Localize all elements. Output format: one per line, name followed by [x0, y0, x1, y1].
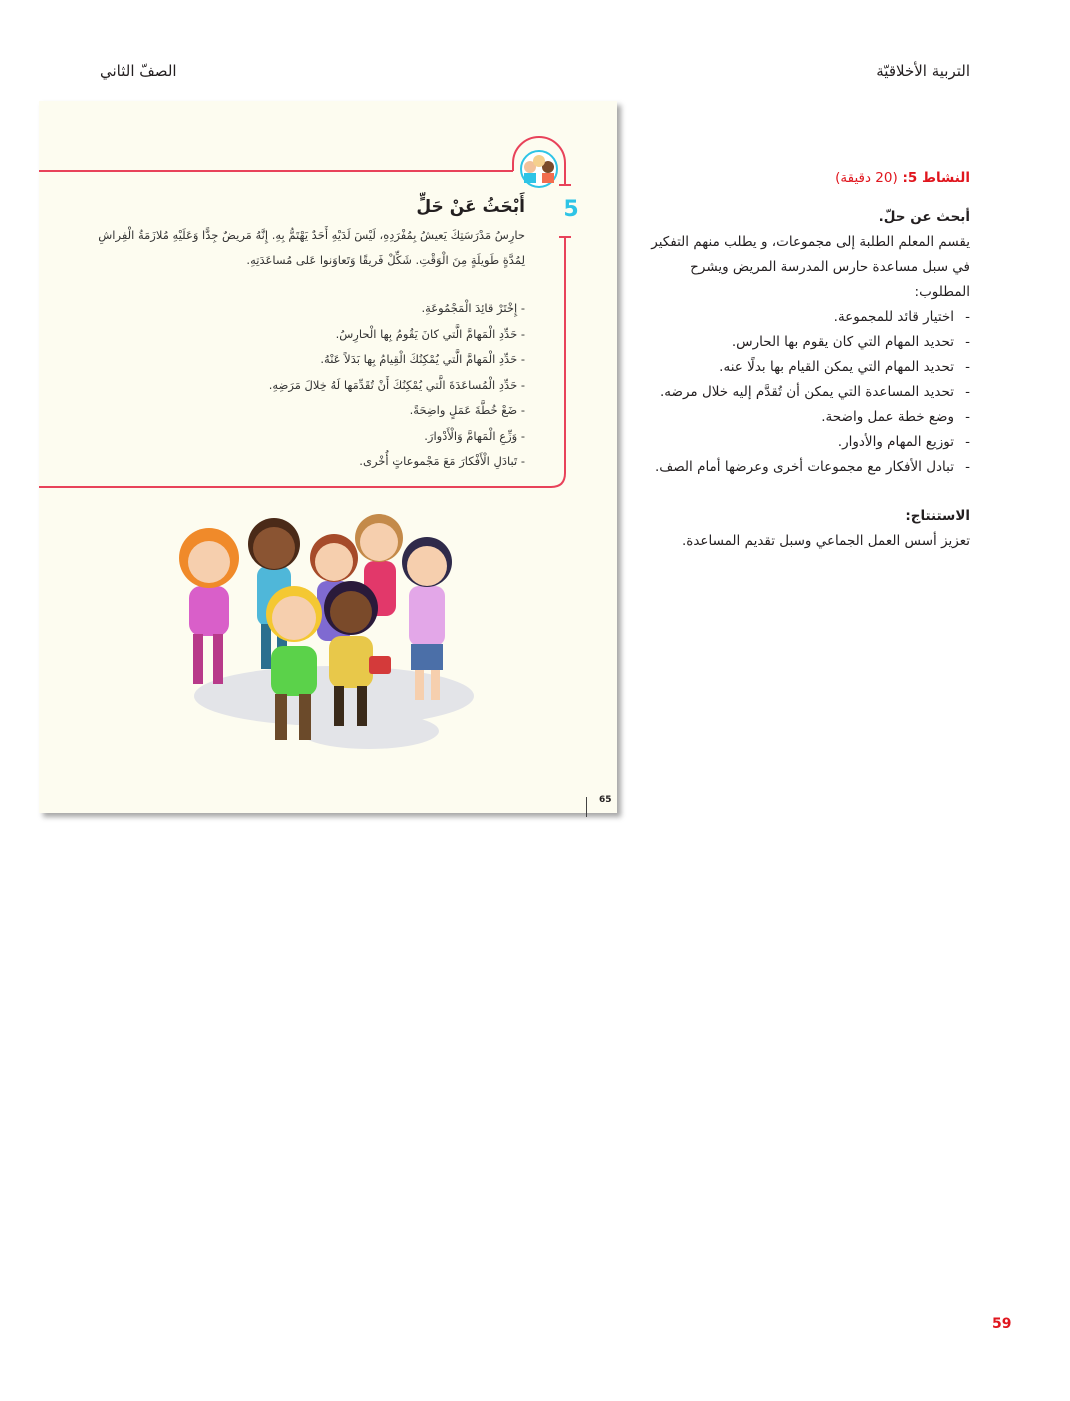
grade-header: الصفّ الثاني — [100, 62, 177, 80]
activity-label: النشاط 5: — [902, 170, 970, 186]
activity-subtitle: أبحث عن حلّ. — [878, 209, 970, 225]
list-item: - وضع خطة عمل واضحة. — [640, 405, 970, 430]
steps-list — [640, 305, 970, 480]
list-item: - وَزِّعِ الْمَهامَّ وَالْأَدْوارَ. — [269, 424, 525, 450]
story-line-1: حارِسُ مَدْرَسَتِكَ يَعيشُ بِمُفْرَدِهِ، لَيْسَ لَدَيْهِ أَحَدٌ يَهْتَمُّ بِهِ. إِنَّهُ مَريضٌ جِدًّا وَعَلَيْهِ مُلازَمَةُ الْفِراشِ — [98, 228, 525, 242]
page-number: 59 — [992, 1316, 1012, 1332]
list-item: - ضَعْ خُطَّةَ عَمَلٍ واضِحَةً. — [269, 398, 525, 424]
conclusion-text: تعزيز أسس العمل الجماعي وسبل تقديم المساعدة. — [681, 533, 970, 549]
activity-heading — [640, 166, 970, 191]
list-item: - تحديد المساعدة التي يمكن أن تُقدَّم إليه خلال مرضه. — [640, 380, 970, 405]
list-item: - إِخْتَرْ قائِدَ الْمَجْمُوعَةِ. — [269, 296, 525, 322]
list-item: - حَدِّدِ الْمَهامَّ الَّتي كانَ يَقُومُ بِها الْحارِسُ. — [269, 322, 525, 348]
teacher-guide-column — [640, 166, 970, 554]
list-item: - تَبادَلِ الْأَفْكارَ مَعَ مَجْموعاتٍ أُخْرى. — [269, 449, 525, 475]
list-item: - تحديد المهام التي يمكن القيام بها بدلًا عنه. — [640, 355, 970, 380]
textbook-page-number: 65 — [599, 795, 612, 805]
list-item: - حَدِّدِ الْمُساعَدَةَ الَّتي يُمْكِنُكَ أَنْ تُقَدِّمَها لَهُ خِلالَ مَرَضِهِ. — [269, 373, 525, 399]
conclusion-title: الاستنتاج: — [905, 508, 970, 524]
activity-intro: يقسم المعلم الطلبة إلى مجموعات، و يطلب منهم التفكير في سبل مساعدة حارس المدرسة المريض ويشرح المطلوب: — [651, 234, 970, 300]
page-number-divider — [586, 797, 587, 817]
activity-duration: (20 دقيقة) — [835, 170, 898, 186]
children-group-illustration — [179, 506, 489, 756]
list-item: - اختيار قائد للمجموعة. — [640, 305, 970, 330]
list-item: - تحديد المهام التي كان يقوم بها الحارس. — [640, 330, 970, 355]
list-item: - تبادل الأفكار مع مجموعات أخرى وعرضها أمام الصف. — [640, 455, 970, 480]
story-line-2: لِمُدَّةٍ طَويلَةٍ مِنَ الْوَقْتِ. شَكِّلْ فَريقًا وَتَعاوَنوا عَلى مُساعَدَتِهِ. — [246, 253, 525, 267]
textbook-task-list — [269, 296, 525, 475]
list-item: - حَدِّدِ الْمَهامَّ الَّتي يُمْكِنُكَ الْقِيامُ بِها بَدَلاً عَنْهُ. — [269, 347, 525, 373]
activity-title: أَبْحَثُ عَنْ حَلٍّ — [416, 197, 525, 217]
subject-header: التربية الأخلاقيّة — [876, 62, 970, 80]
textbook-page-thumbnail — [39, 101, 617, 813]
list-item: - توزيع المهام والأدوار. — [640, 430, 970, 455]
activity-number: 5 — [563, 197, 579, 222]
